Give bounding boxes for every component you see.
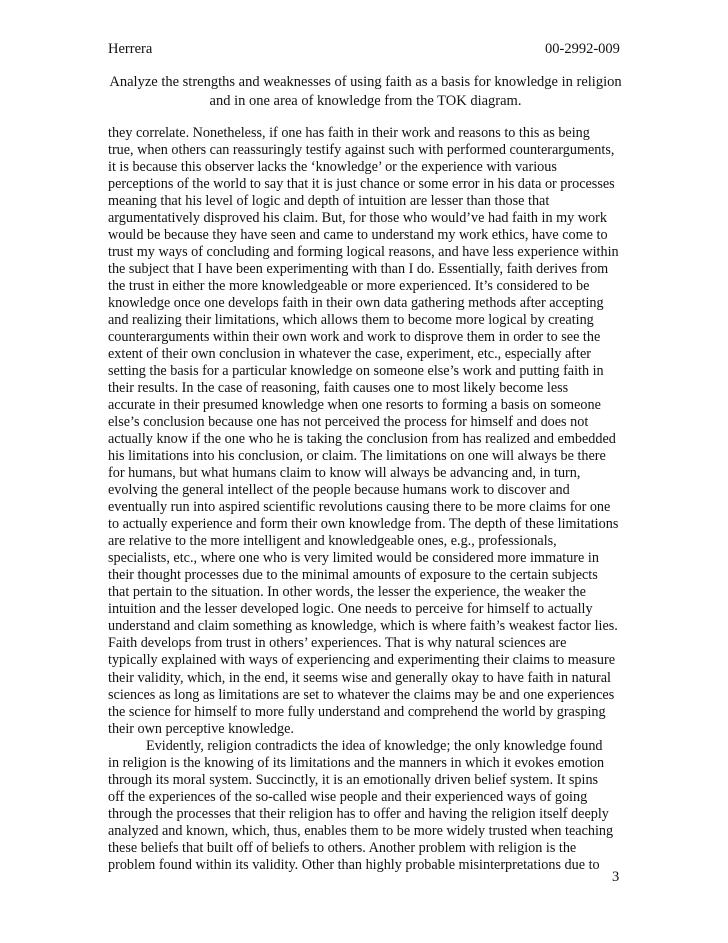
- body-line: through its moral system. Succinctly, it is an emotionally driven belief system. It spins: [108, 771, 599, 788]
- body-line: their validity, which, in the end, it seems wise and generally okay to have faith in natural: [108, 669, 611, 686]
- body-line: specialists, etc., where one who is very limited would be considered more immature in: [108, 550, 599, 567]
- body-line: true, when others can reassuringly testify against such with performed counterarguments,: [108, 142, 615, 159]
- body-line: eventually run into aspired scientific revolutions causing there to be more claims for one: [108, 499, 611, 516]
- body-line: else’s conclusion because one has not perceived the process for himself and does not: [108, 414, 589, 431]
- essay-title-line: Analyze the strengths and weaknesses of using faith as a basis for knowledge in religion: [109, 74, 622, 90]
- body-line: intuition and the lesser developed logic. One needs to perceive for himself to actually: [108, 601, 593, 618]
- header-author: Herrera: [108, 41, 153, 57]
- body-line: typically explained with ways of experiencing and experimenting their claims to measure: [108, 652, 616, 669]
- body-line: trust my ways of concluding and forming logical reasons, and have less experience within: [108, 244, 619, 261]
- body-line: evolving the general intellect of the people because humans work to discover and: [108, 482, 570, 499]
- body-line: his limitations into his conclusion, or claim. The limitations on one will always be there: [108, 448, 606, 465]
- body-line: off the experiences of the so-called wise people and their experienced ways of going: [108, 788, 588, 805]
- essay-title-line: and in one area of knowledge from the TOK diagram.: [209, 93, 522, 109]
- body-line: they correlate. Nonetheless, if one has faith in their work and reasons to this as being: [108, 125, 590, 141]
- body-line: setting the basis for a particular knowledge on someone else’s work and putting faith in: [108, 363, 604, 380]
- page-number: 3: [612, 869, 620, 885]
- body-line: accurate in their presumed knowledge when one resorts to forming a basis on someone: [108, 397, 601, 414]
- body-line: argumentatively disproved his claim. But, for those who would’ve had faith in my work: [108, 210, 607, 227]
- body-line: through the processes that their religion has to offer and having the religion itself deeply: [108, 805, 609, 822]
- body-line: in religion is the knowing of its limitations and the manners in which it evokes emotion: [108, 754, 605, 771]
- body-line: that pertain to the situation. In other words, the lesser the experience, the weaker the: [108, 584, 586, 601]
- body-line: these beliefs that built off of beliefs to others. Another problem with religion is the: [108, 839, 577, 856]
- body-line: for humans, but what humans claim to know will always be advancing and, in turn,: [108, 465, 581, 482]
- body-line: knowledge once one develops faith in their own data gathering methods after accepting: [108, 295, 604, 312]
- body-line: the subject that I have been experimenting with than I do. Essentially, faith derives from: [108, 261, 609, 278]
- body-line: the trust in either the more knowledgeable or more experienced. It’s considered to be: [108, 278, 590, 295]
- header-id-number: 00-2992-009: [545, 41, 620, 57]
- body-line: their thought processes due to the minimal amounts of exposure to the certain subjects: [108, 567, 598, 584]
- body-line: and realizing their limitations, which allows them to become more logical by creating: [108, 312, 594, 329]
- body-line: Evidently, religion contradicts the idea of knowledge; the only knowledge found: [146, 737, 603, 754]
- body-line: Faith develops from trust in others’ experiences. That is why natural sciences are: [108, 635, 567, 652]
- body-line: counterarguments within their own work and work to disprove them in order to see the: [108, 329, 601, 346]
- body-line: their own perceptive knowledge.: [108, 720, 294, 737]
- body-line: are relative to the more intelligent and knowledgeable ones, e.g., professionals,: [108, 533, 557, 550]
- body-line: sciences as long as limitations are set to whatever the claims may be and one experiences: [108, 686, 615, 703]
- body-line: meaning that his level of logic and depth of intuition are lesser than those that: [108, 193, 550, 210]
- body-line: actually know if the one who he is taking the conclusion from has realized and embedded: [108, 431, 616, 448]
- body-line: perceptions of the world to say that it is just chance or some error in his data or processes: [108, 176, 615, 193]
- body-line: analyzed and known, which, thus, enables them to be more widely trusted when teaching: [108, 822, 614, 839]
- body-line: their results. In the case of reasoning, faith causes one to most likely become less: [108, 380, 569, 397]
- body-line: problem found within its validity. Other than highly probable misinterpretations due to: [108, 856, 600, 873]
- body-line: understand and claim something as knowledge, which is where faith’s weakest factor lies.: [108, 618, 618, 635]
- body-line: to actually experience and form their own knowledge from. The depth of these limitations: [108, 516, 619, 533]
- body-line: the science for himself to more fully understand and comprehend the world by grasping: [108, 703, 606, 720]
- body-line: it is because this observer lacks the ‘knowledge’ or the experience with various: [108, 159, 557, 176]
- body-line: would be because they have seen and came to understand my work ethics, have come to: [108, 227, 608, 244]
- essay-body: [108, 125, 628, 874]
- body-line: extent of their own conclusion in whatever the case, experiment, etc., especially after: [108, 346, 591, 363]
- essay-title: [108, 73, 623, 111]
